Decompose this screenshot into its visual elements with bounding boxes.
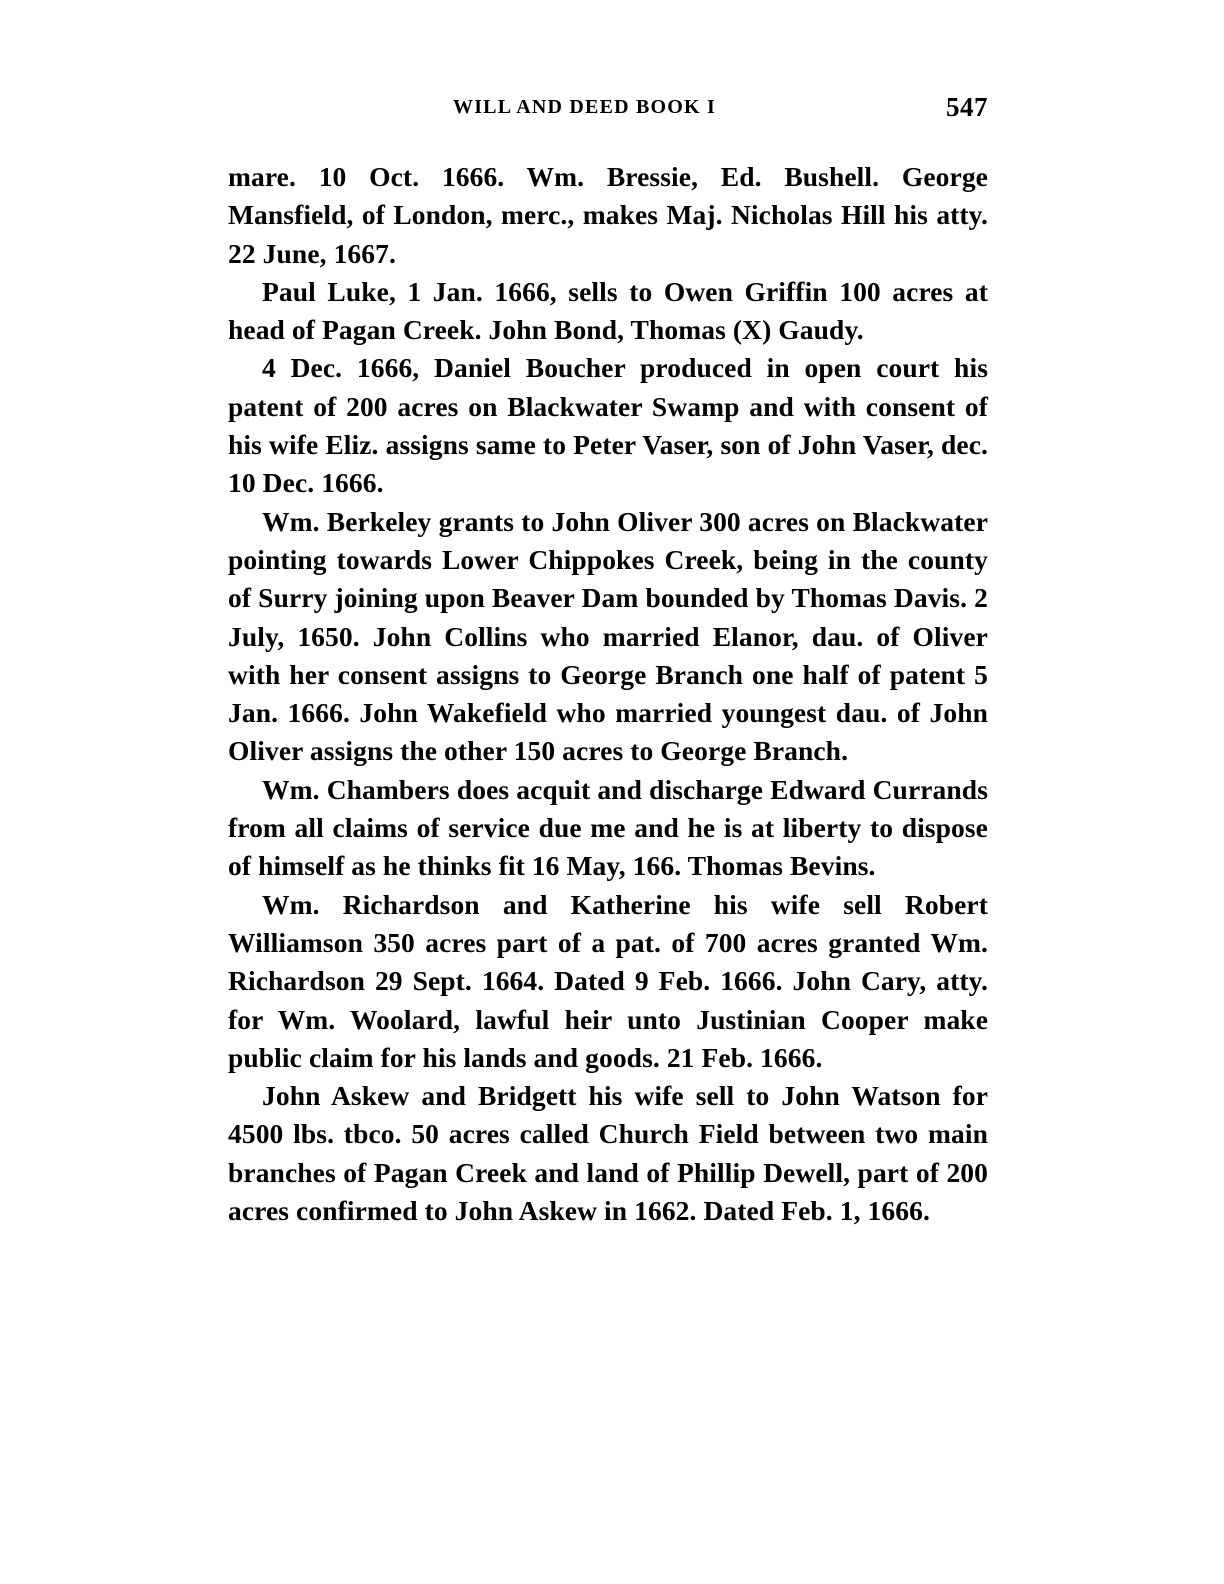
paragraph: Paul Luke, 1 Jan. 1666, sells to Owen Griffin 100 acres at head of Pagan Creek. John Bond, Thomas (X) Gaudy. <box>228 275 988 346</box>
paragraph: Wm. Richardson and Katherine his wife sell Robert Williamson 350 acres part of a pat. of 700 acres granted Wm. Richardson 29 Sept. 1664. Dated 9 Feb. 1666. John Cary, atty. for Wm. Woolard, lawful heir unto Justinian Cooper make public claim for his lands and goods. 21 Feb. 1666. <box>228 888 988 1073</box>
paragraph: 4 Dec. 1666, Daniel Boucher produced in open court his patent of 200 acres on Blackwater Swamp and with consent of his wife Eliz. assigns same to Peter Vaser, son of John Vaser, dec. 10 Dec. 1666. <box>228 352 988 499</box>
paragraph: Wm. Berkeley grants to John Oliver 300 acres on Blackwater pointing towards Lower Chippokes Creek, being in the county of Surry joining upon Beaver Dam bounded by Thomas Davis. 2 July, 1650. John Collins who married Elanor, dau. of Oliver with her consent assigns to George Branch one half of patent 5 Jan. 1666. John Wakefield who married youngest dau. of John Oliver assigns the other 150 acres to George Branch. <box>228 505 988 767</box>
paragraph: John Askew and Bridgett his wife sell to John Watson for 4500 lbs. tbco. 50 acres called Church Field between two main branches of Pagan Creek and land of Phillip Dewell, part of 200 acres confirmed to John Askew in 1662. Dated Feb. 1, 1666. <box>228 1080 988 1227</box>
paragraph: Wm. Chambers does acquit and discharge Edward Currands from all claims of service due me and he is at liberty to dispose of himself as he thinks fit 16 May, 166. Thomas Bevins. <box>228 773 988 882</box>
page-number: 547 <box>946 92 988 122</box>
body-text <box>228 158 988 1230</box>
page-header <box>228 92 988 126</box>
running-head: WILL AND DEED BOOK I <box>453 96 716 118</box>
paragraph: mare. 10 Oct. 1666. Wm. Bressie, Ed. Bushell. George Mansfield, of London, merc., makes Maj. Nicholas Hill his atty. 22 June, 1667. <box>228 161 988 269</box>
